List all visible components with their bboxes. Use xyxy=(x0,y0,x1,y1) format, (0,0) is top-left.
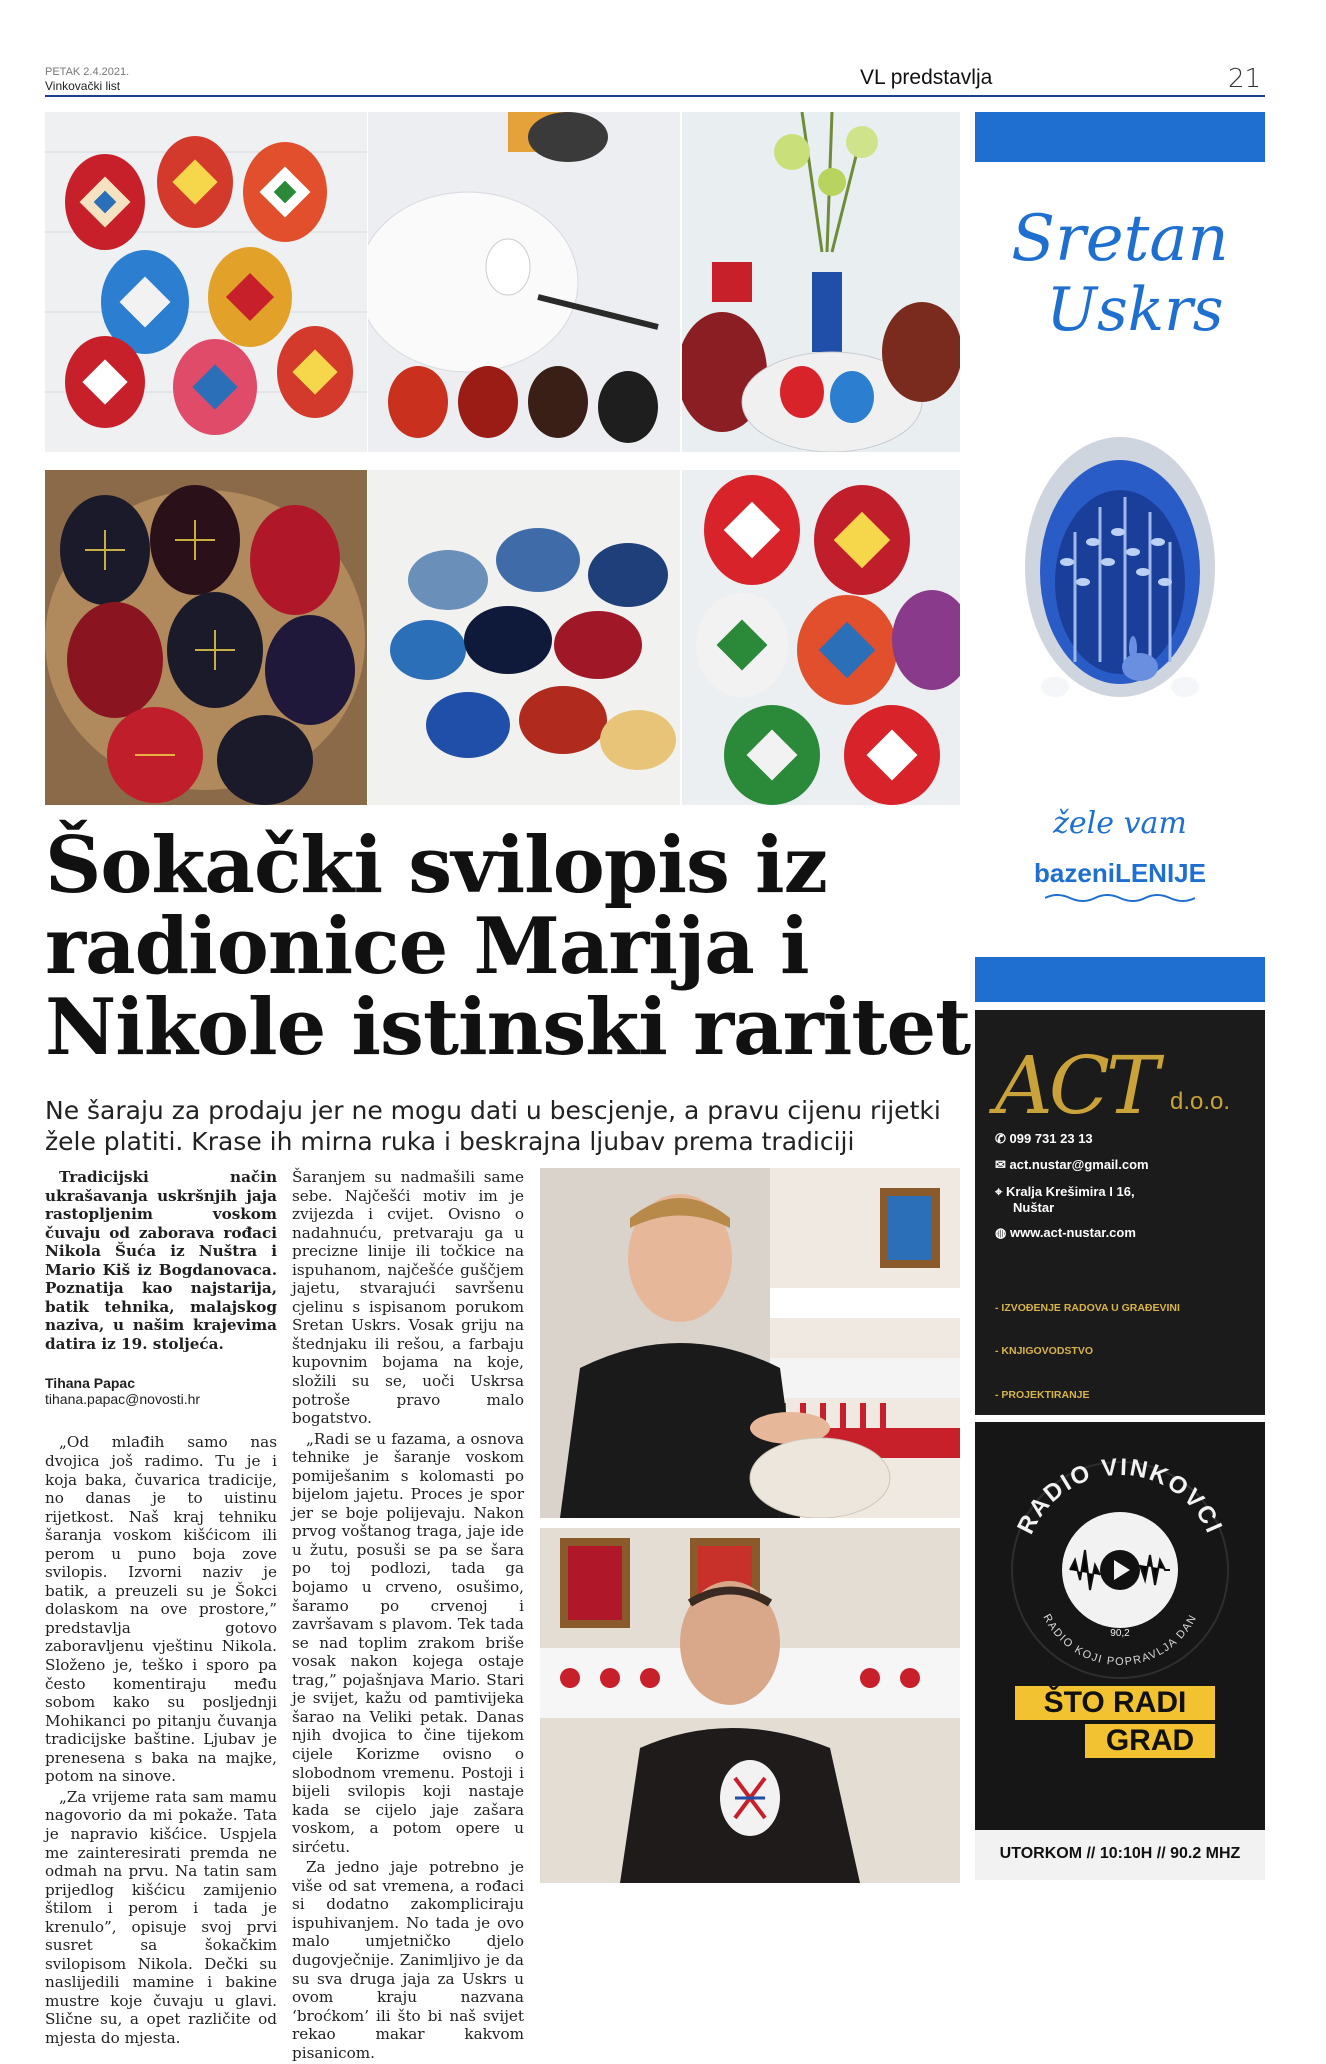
mail-icon: ✉ xyxy=(995,1157,1010,1172)
article-headline: Šokački svilopis iz radionice Marija i Nikole istinski raritet xyxy=(45,820,971,1074)
newspaper-name: Vinkovački list xyxy=(45,79,121,93)
radio-logo xyxy=(995,1440,1245,1680)
text-column-2 xyxy=(292,1168,524,2064)
service-item: - KNJIGOVODSTVO xyxy=(995,1345,1094,1358)
act-website[interactable]: www.act-nustar.com xyxy=(1009,1225,1136,1240)
act-web-row xyxy=(995,1226,1136,1239)
ad-wish-text: žele vam xyxy=(1053,806,1187,841)
show-schedule: UTORKOM // 10:10H // 90.2 MHZ xyxy=(999,1845,1241,1862)
header-rule xyxy=(45,95,1265,97)
act-phone-row xyxy=(995,1132,1093,1145)
photo-nikola-portrait xyxy=(540,1168,960,1518)
photo-thread-eggs xyxy=(45,112,367,452)
paragraph: „Od mlađih samo nas dvojica još radimo. Tu je i koja baka, čuvarica tradicije, no danas je to uistinu rijetkost. Naš kraj tehniku šaranja voskom kišćicom ili perom u puno boja zove svilopis. Izvorni naziv je batik, a preuzeli su je Šokci dolaskom na ove prostore,” predstavlja gotovo zaboravljenu vještinu Nikola. Složeno je, teško i sporo pa često komentiraju među sobom kako su posljednji Mohikanci po pitanju čuvanja tradicijske baštine. Ljubav je prenesena s baka na majke, potom na sinove. xyxy=(45,1433,277,1786)
paragraph: Za jedno jaje potrebno je više od sat vremena, a rođaci si dodatno zakompliciraju ispuhivanjem. No tada je ovo malo umjetničko djelo dugovječnije. Zanimljivo je da su sva druga jaja za Uskrs u ovom kraju nazvana ‘broćkom’ ili što bi naš svijet rekao makar kakvom pisanicom. xyxy=(292,1858,524,2062)
paragraph: „Radi se u fazama, a osnova tehnike je šaranje voskom pomiješanim s kolomasti po bijelom jajetu. Proces je spor jer se boje polijevaju. Nakon prvog voštanog traga, jaje ide u žutu, posuši se pa se šara po toj podlozi, tada ga bojamo u crveno, osušimo, šaramo po crvenoj i završavam s plavom. Tek tada se nad toplim zrakom briše vosak nakon kojega ostaje trag,” pojašnjava Mario. Stari je svijet, kažu od pamtivijeka šarao na Veliki petak. Danas njih dvojica to čine tijekom cijele Korizme ovisno o slobodnom vremenu. Postoji i bijeli svilopis koji nastaje kada se cijelo jaje zašara voskom, a potom opere u sirćetu. xyxy=(292,1429,524,1856)
photo-easter-table xyxy=(682,112,960,452)
service-item: - IZVOĐENJE RADOVA U GRAĐEVINI xyxy=(995,1301,1180,1314)
act-address-line1: Kralja Krešimira I 16, xyxy=(1005,1184,1135,1199)
act-logo: ACT xyxy=(995,1039,1156,1132)
section-title: VL predstavlja xyxy=(860,66,993,89)
radio-name: RADIO VINKOVCI xyxy=(1012,1453,1228,1539)
author-name: Tihana Papac xyxy=(45,1375,136,1392)
act-address-row xyxy=(995,1184,1135,1215)
page-number: 21 xyxy=(1228,64,1262,94)
service-item: - PROJEKTIRANJE xyxy=(995,1388,1090,1401)
ad-radio-vinkovci[interactable] xyxy=(975,1422,1265,1880)
location-pin-icon: ⌖ xyxy=(995,1184,1006,1199)
article-deck: Ne šaraju za prodaju jer ne mogu dati u bescjenje, a pravu cijenu rijetki žele platiti. Krase ih mirna ruka i beskrajna ljubav prema tradiciji xyxy=(45,1096,941,1157)
act-email[interactable]: act.nustar@gmail.com xyxy=(1009,1157,1149,1172)
text-column-1 xyxy=(45,1168,277,2050)
ad-easter-greeting[interactable] xyxy=(975,112,1265,1002)
show-title-line1: ŠTO RADI xyxy=(1043,1686,1187,1719)
wave-icon xyxy=(1045,892,1195,904)
photo-batik-eggs xyxy=(368,470,680,805)
easter-egg-illustration xyxy=(1015,412,1225,712)
photo-thread-eggs-closeup xyxy=(682,470,960,805)
ad-bottom-band xyxy=(975,957,1265,1002)
ad-brand-name: bazeniLENIJE xyxy=(1034,858,1206,888)
ad-top-band xyxy=(975,112,1265,162)
globe-icon: ◍ xyxy=(995,1225,1010,1240)
paragraph: Šaranjem su nadmašili same sebe. Najčešći motiv im je zvijezda i cvijet. Ovisno o nadahnuću, pretvaraju ga u precizne linije ili točkice na ispuhanom, najčešće guščjem jajetu, stvarajući savršenu cjelinu s ispisanom porukom Sretan Uskrs. Vosak griju na štednjaku ili rešou, a farbaju kupovnim bojama na koje, složili su se, uoči Uskrsa potroše pravo malo bogatstvo. xyxy=(292,1168,524,1428)
ad-greeting-line2: Uskrs xyxy=(1046,275,1224,345)
act-services-list xyxy=(995,1272,1255,1415)
phone-icon: ✆ xyxy=(995,1131,1010,1146)
ad-greeting-line1: Sretan xyxy=(1011,202,1229,276)
article-lead: Tradicijski način ukrašavanja uskršnjih jaja rastopljenim voskom čuvaju od zaborava rođaci Nikola Šuća iz Nuštra i Mario Kiš iz Bogdanovaca. Poznatija kao najstarija, batik tehnika, malajskog naziva, u našim krajevima datira iz 19. stoljeća. xyxy=(45,1168,277,1353)
radio-frequency-badge: 90,2 xyxy=(1110,1628,1130,1639)
photo-egg-tools xyxy=(368,112,680,452)
radio-slogan: RADIO KOJI POPRAVLJA DAN xyxy=(1040,1612,1200,1669)
paragraph: „Za vrijeme rata sam mamu nagovorio da mi pokaže. Tata je napravio kišćice. Uspjela me zainteresirati premda ne odmah na prvu. Na tatin sam prijedlog kišćicu zamijenio štilom i perom i tada je krenulo”, opisuje svoj prvi susret sa šokačkim svilopisom Nikola. Dečki su naslijedili mamine i bakine mustre koje čuvaju u glavi. Slične su, a opet različite od mjesta do mjesta. xyxy=(45,1787,277,2047)
ad-act-company[interactable] xyxy=(975,1010,1265,1415)
act-address-line2: Nuštar xyxy=(1013,1199,1055,1215)
photo-mario-portrait xyxy=(540,1528,960,1883)
issue-date: PETAK 2.4.2021. xyxy=(45,66,130,78)
act-email-row xyxy=(995,1158,1149,1171)
show-title-line2: GRAD xyxy=(1105,1724,1195,1757)
act-suffix: d.o.o. xyxy=(1170,1088,1231,1115)
author-email[interactable]: tihana.papac@novosti.hr xyxy=(45,1391,201,1408)
photo-basket-eggs xyxy=(45,470,367,805)
act-phone[interactable]: 099 731 23 13 xyxy=(1009,1131,1093,1146)
